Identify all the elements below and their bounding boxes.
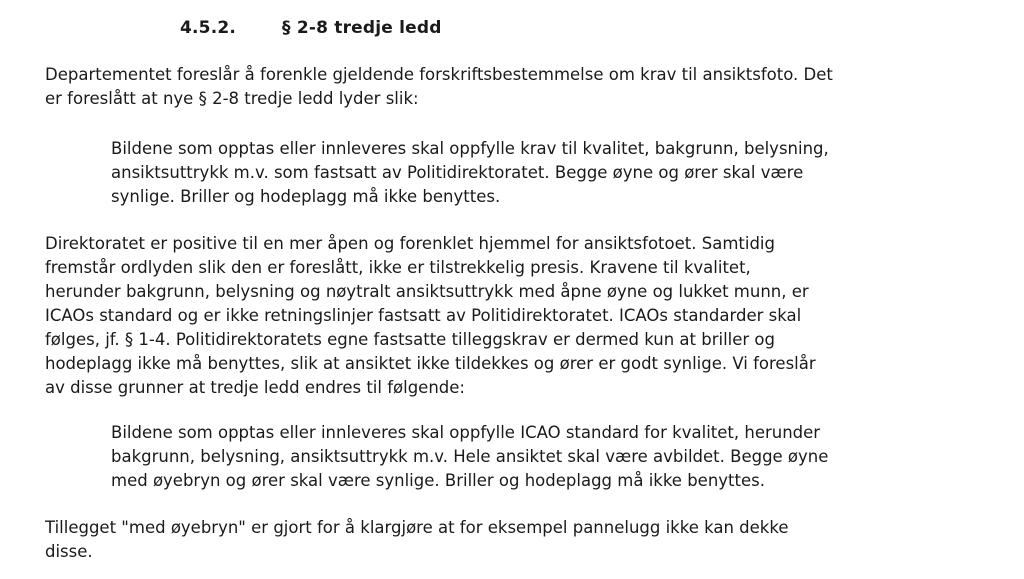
quote-line: Bildene som opptas eller innleveres skal oppfylle krav til kvalitet, bakgrunn, belysning, xyxy=(111,139,829,158)
paragraph-line: av disse grunner at tredje ledd endres til følgende: xyxy=(45,378,465,397)
quote-line: bakgrunn, belysning, ansiktsuttrykk m.v. Hele ansiktet skal være avbildet. Begge øyne xyxy=(111,447,829,466)
paragraph-line: fremstår ordlyden slik den er foreslått, ikke er tilstrekkelig presis. Kravene til kvalitet, xyxy=(45,258,751,277)
paragraph-line: hodeplagg ikke må benyttes, slik at ansiktet ikke tildekkes og ører er godt synlige. Vi foreslår xyxy=(45,354,816,373)
quote-line: ansiktsuttrykk m.v. som fastsatt av Politidirektoratet. Begge øyne og ører skal være xyxy=(111,163,804,182)
intro-paragraph xyxy=(45,63,833,111)
quote-line: Bildene som opptas eller innleveres skal oppfylle ICAO standard for kvalitet, herunder xyxy=(111,423,821,442)
directorate-comment-paragraph xyxy=(45,232,816,400)
paragraph-line: følges, jf. § 1-4. Politidirektoratets egne fastsatte tilleggskrav er dermed kun at briller og xyxy=(45,330,775,349)
section-number: 4.5.2. xyxy=(180,18,237,38)
quote-line: med øyebryn og ører skal være synlige. Briller og hodeplagg må ikke benyttes. xyxy=(111,471,765,490)
paragraph-line: Direktoratet er positive til en mer åpen og forenklet hjemmel for ansiktsfotoet. Samtidig xyxy=(45,234,775,253)
quote-line: synlige. Briller og hodeplagg må ikke benyttes. xyxy=(111,187,501,206)
paragraph-line: Departementet foreslår å forenkle gjeldende forskriftsbestemmelse om krav til ansiktsfoto. Det xyxy=(45,65,833,84)
proposed-text-quote xyxy=(111,137,829,209)
closing-paragraph xyxy=(45,516,788,564)
paragraph-line: disse. xyxy=(45,542,93,561)
paragraph-line: Tillegget "med øyebryn" er gjort for å klargjøre at for eksempel pannelugg ikke kan dekke xyxy=(45,518,789,537)
section-heading xyxy=(180,18,442,38)
suggested-text-quote xyxy=(111,421,828,493)
section-title: § 2-8 tredje ledd xyxy=(282,18,442,38)
paragraph-line: herunder bakgrunn, belysning og nøytralt ansiktsuttrykk med åpne øyne og lukket munn, er xyxy=(45,282,809,301)
paragraph-line: ICAOs standard og er ikke retningslinjer fastsatt av Politidirektoratet. ICAOs standarder skal xyxy=(45,306,802,325)
paragraph-line: er foreslått at nye § 2-8 tredje ledd lyder slik: xyxy=(45,89,419,108)
